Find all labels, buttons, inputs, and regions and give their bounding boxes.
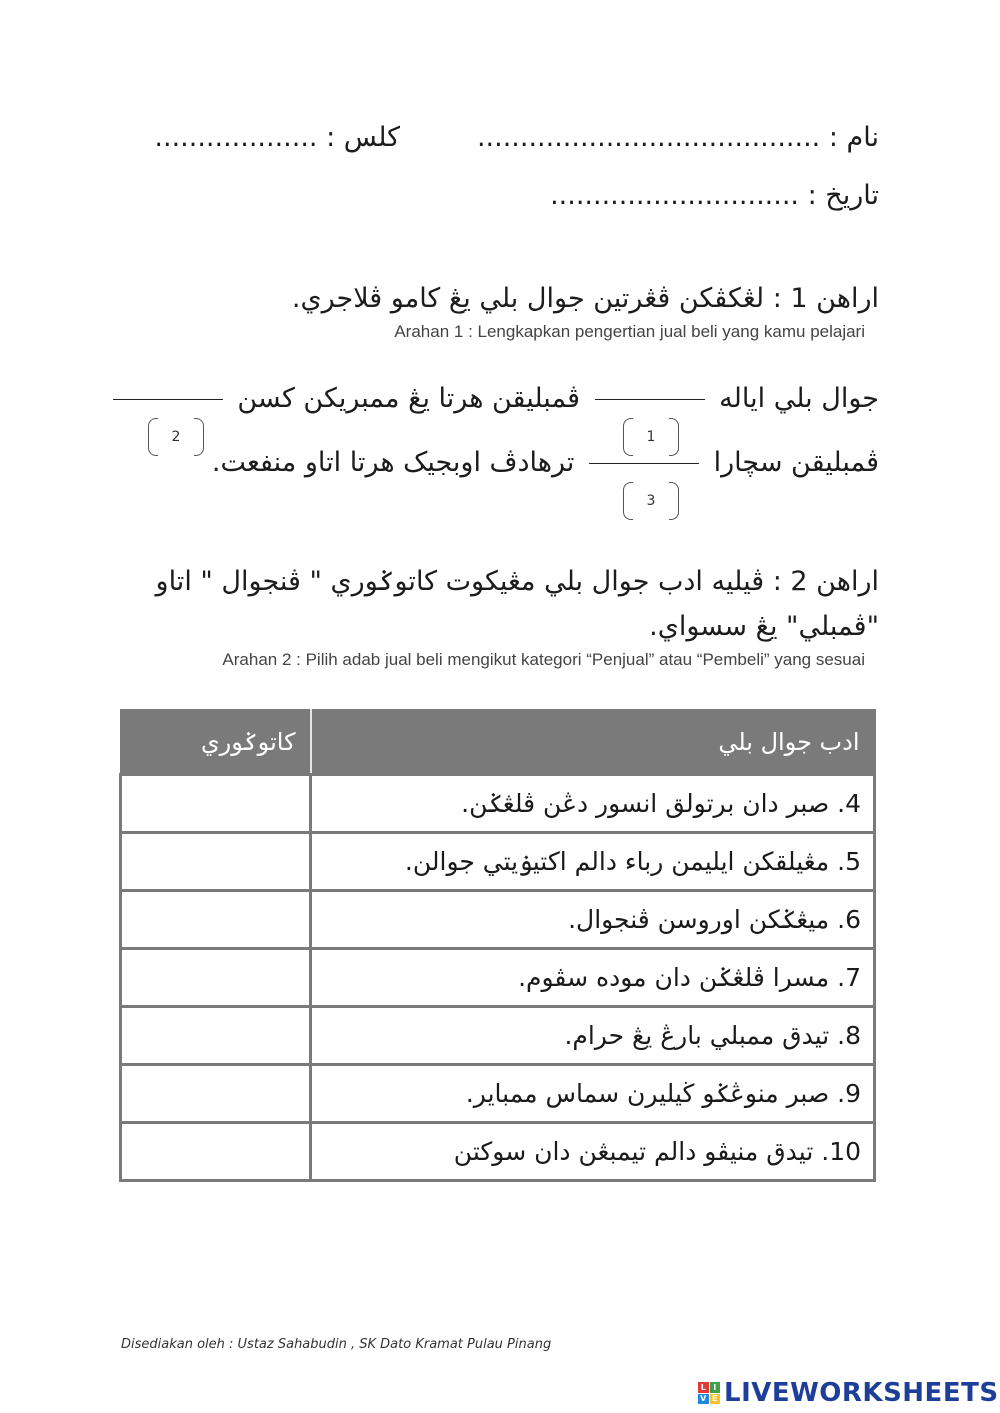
definition-line-2 — [119, 447, 879, 478]
blank-3[interactable] — [589, 463, 699, 464]
instruction-1-latin: Arahan 1 : Lengkapkan pengertian jual beli yang kamu pelajari — [394, 322, 865, 341]
name-field — [459, 122, 879, 153]
adab-cell: 9. صبر منوڠݢو ڬيليرن سماس ممباير. — [311, 1065, 875, 1123]
table-row — [121, 775, 875, 833]
adab-cell: 8. تيدق ممبلي بارڠ يڠ حرام. — [311, 1007, 875, 1065]
adab-cell: 10. تيدق منيڤو دالم تيمبڠن دان سوكتن — [311, 1123, 875, 1181]
logo-mark-letter: E — [710, 1394, 721, 1405]
category-drop-cell[interactable] — [121, 1007, 311, 1065]
liveworksheets-logo-icon — [698, 1382, 720, 1404]
answer-box-1[interactable]: 1 — [623, 418, 679, 456]
category-drop-cell[interactable] — [121, 1123, 311, 1181]
name-dots[interactable]: ........................................ — [476, 122, 821, 153]
category-drop-cell[interactable] — [121, 949, 311, 1007]
answer-box-2[interactable]: 2 — [148, 418, 204, 456]
logo-mark-letter: I — [710, 1382, 721, 1393]
table-row — [121, 1007, 875, 1065]
logo-text: LIVEWORKSHEETS — [724, 1378, 999, 1408]
blank-1[interactable] — [595, 399, 705, 400]
line1-part-b: ڤمبليقن هرتا يڠ ممبريكن كسن — [237, 383, 580, 414]
line2-part-a: ڤمبليقن سچارا — [713, 447, 879, 478]
table-row — [121, 1123, 875, 1181]
adab-cell: 5. مڠيلقكن ايليمن رباء دالم اكتيۏيتي جوالن. — [311, 833, 875, 891]
table-row — [121, 833, 875, 891]
table-row — [121, 1065, 875, 1123]
adab-cell: 6. ميڠݢكن اوروسن ڤنجوال. — [311, 891, 875, 949]
answer-box-3[interactable]: 3 — [623, 482, 679, 520]
instruction-1-jawi: اراهن 1 : لڠكڤكن ڤڠرتين جوال بلي يڠ كامو ڤلاجري. — [291, 283, 879, 314]
header-category: كاتوݢوري — [121, 710, 311, 775]
instruction-2-latin: Arahan 2 : Pilih adab jual beli mengikut kategori “Penjual” atau “Pembeli” yang sesuai — [222, 650, 865, 669]
category-drop-cell[interactable] — [121, 891, 311, 949]
liveworksheets-logo[interactable] — [698, 1378, 999, 1408]
blank-2[interactable] — [113, 399, 223, 400]
category-drop-cell[interactable] — [121, 1065, 311, 1123]
footer-credit: Disediakan oleh : Ustaz Sahabudin , SK Dato Kramat Pulau Pinang — [121, 1337, 552, 1352]
table-header-row — [121, 710, 875, 775]
category-drop-cell[interactable] — [121, 775, 311, 833]
class-label: كلس : — [326, 122, 400, 153]
class-dots[interactable]: ................... — [154, 122, 318, 153]
table-row — [121, 949, 875, 1007]
logo-mark-letter: V — [698, 1394, 709, 1405]
adab-cell: 7. مسرا ڤلڠݢن دان موده سڤوم. — [311, 949, 875, 1007]
date-field — [479, 180, 879, 211]
definition-line-1 — [119, 383, 879, 414]
header-adab: ادب جوال بلي — [311, 710, 875, 775]
class-field — [140, 122, 400, 153]
table-row — [121, 891, 875, 949]
date-label: تاريخ : — [807, 180, 879, 211]
adab-table — [119, 709, 876, 1182]
line1-part-a: جوال بلي اياله — [719, 383, 879, 414]
logo-mark-letter: L — [698, 1382, 709, 1393]
instruction-2-jawi-line2: "ڤمبلي" يڠ سسواي. — [649, 611, 879, 642]
line2-part-b: ترهادڤ اوبجيک هرتا اتاو منفعت. — [211, 447, 575, 478]
adab-cell: 4. صبر دان برتولق انسور دڠن ڤلڠݢن. — [311, 775, 875, 833]
date-dots[interactable]: ............................. — [550, 180, 799, 211]
name-label: نام : — [828, 122, 879, 153]
instruction-2-jawi-line1: اراهن 2 : ڤيليه ادب جوال بلي مڠيكوت كاتوݢوري " ڤنجوال " اتاو — [155, 566, 879, 597]
category-drop-cell[interactable] — [121, 833, 311, 891]
